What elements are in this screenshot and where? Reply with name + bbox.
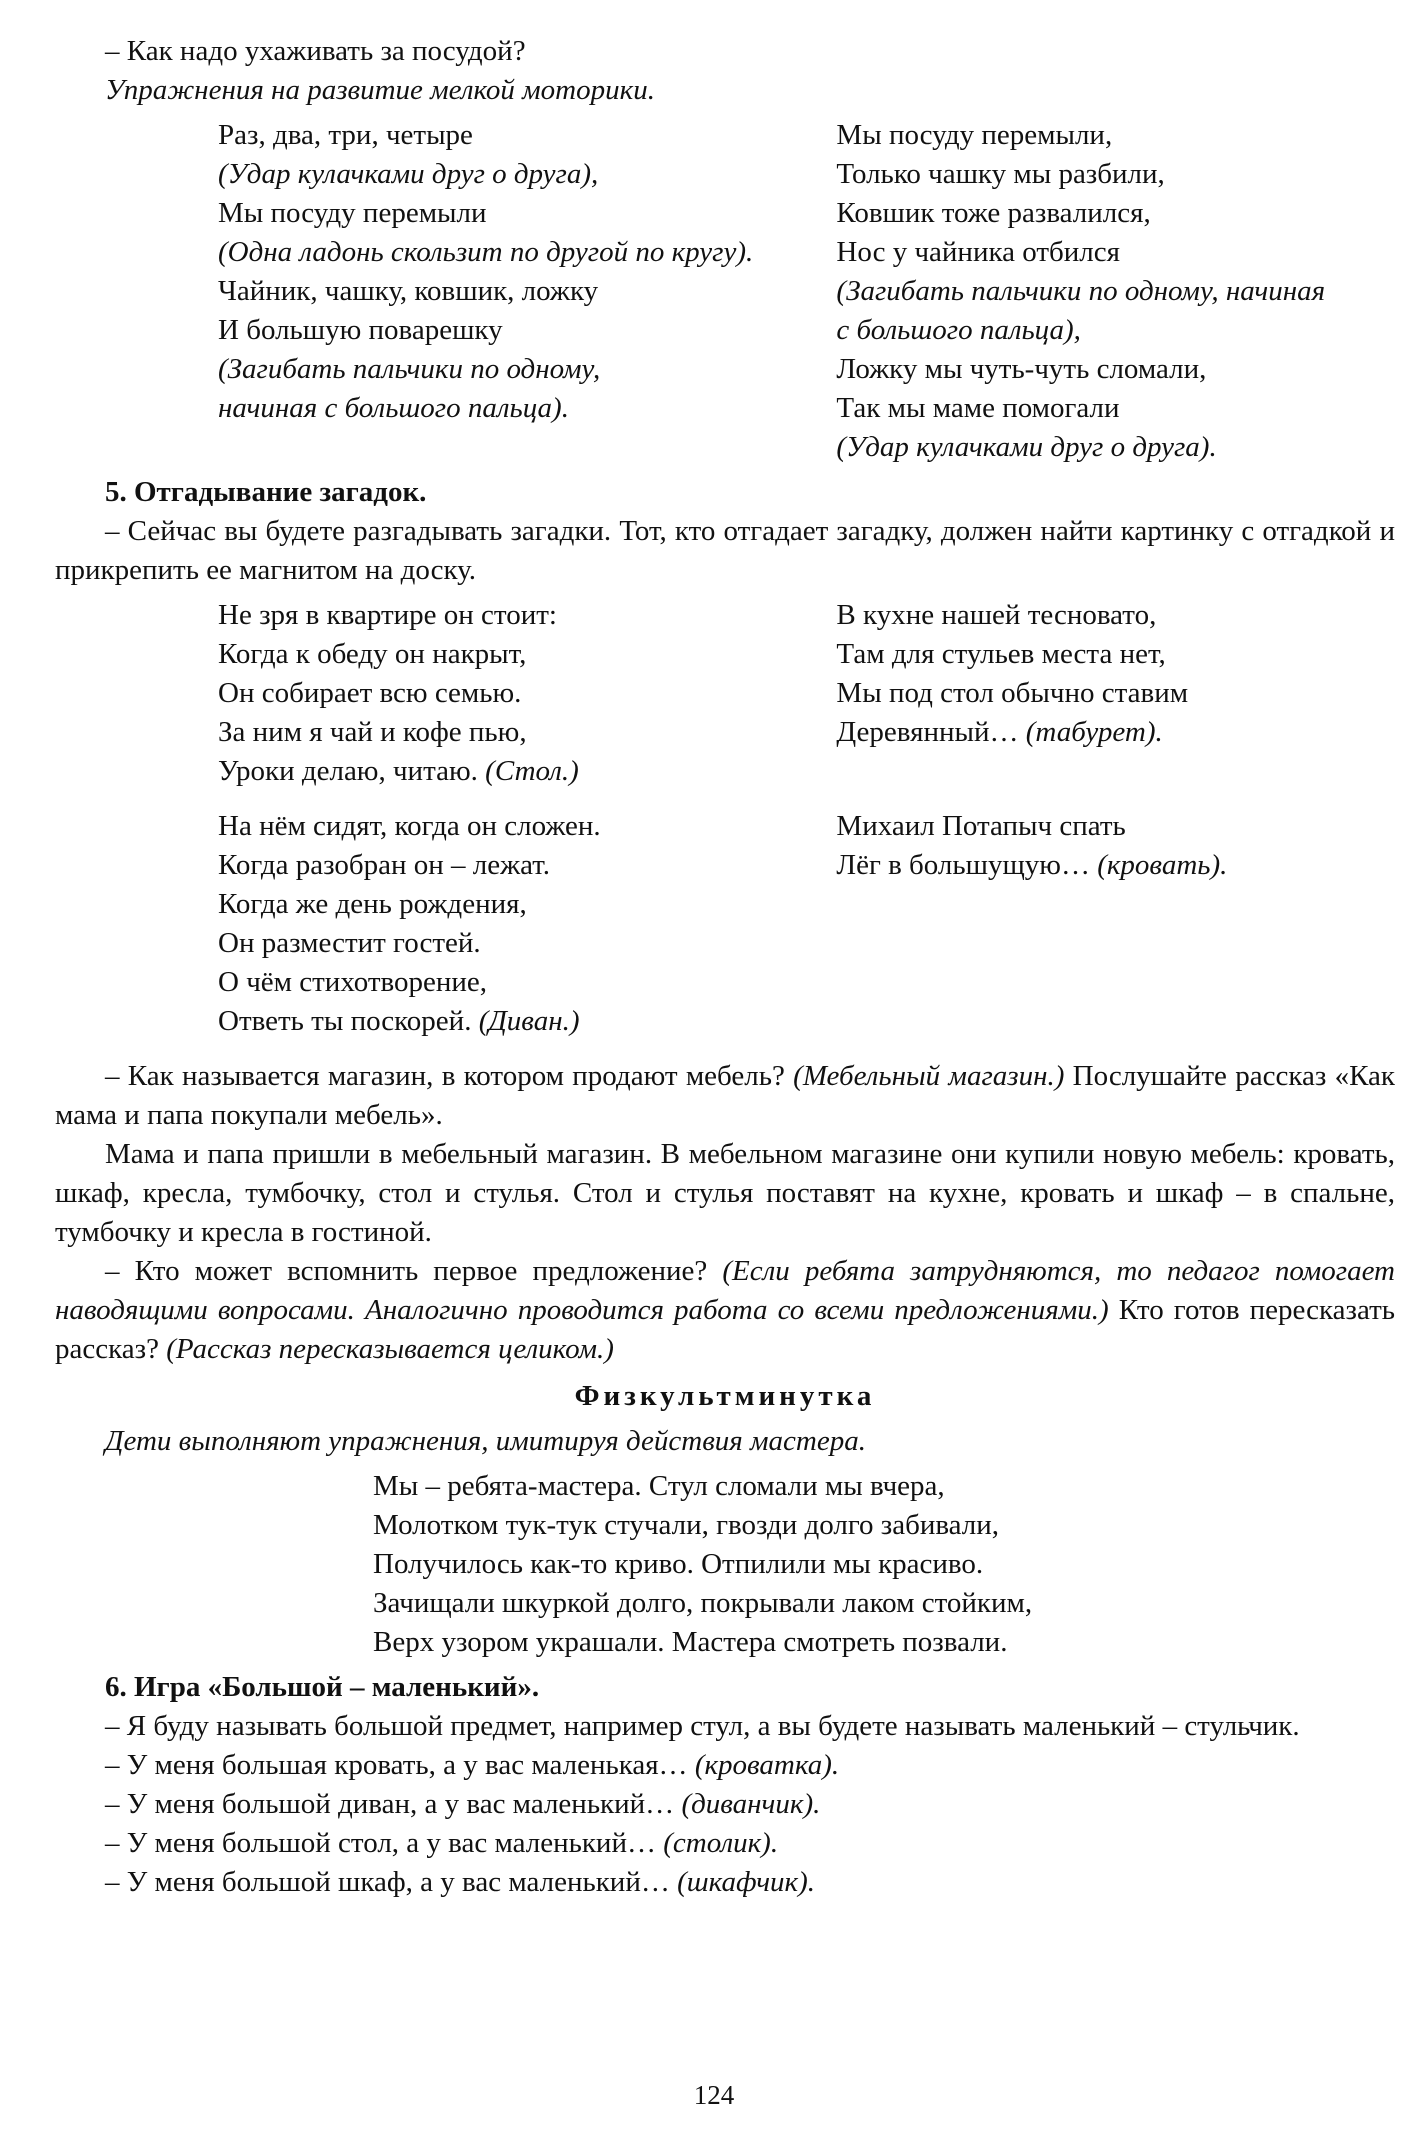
game-question: – У меня большой шкаф, а у вас маленький… [105,1866,670,1898]
poem-line: Получилось как-то криво. Отпилили мы красиво. [373,1548,984,1580]
riddle-line: Мы под стол обычно ставим [836,677,1189,709]
riddle-answer: (Диван.) [478,1005,580,1037]
riddle-text: Ответь ты поскорей. [218,1005,472,1037]
poem-line: (Загибать пальчики по одному, начиная [836,275,1326,307]
poem-line: Мы – ребята-мастера. Стул сломали мы вчера, [373,1470,945,1502]
store-paragraph [55,1057,1395,1135]
riddle-krovat [836,807,1395,1041]
physical-break-heading: Физкультминутка [574,1380,876,1412]
poem-line: с большого пальца), [836,314,1081,346]
game-line [55,1824,1395,1863]
retell-question: Кто готов пересказать рассказ? [55,1294,1395,1365]
riddle-line: Когда же день рождения, [218,888,527,920]
page-content [55,32,1395,1902]
story-paragraph: Мама и папа пришли в мебельный магазин. В мебельном магазине они купили новую мебель: кровать, шкаф, кресла, тумбочку, стол и стулья. Стол и стулья поставят на кухне, кровать и шкаф – в спальне, тумбочку и кресла в гостиной. [55,1138,1395,1248]
recall-question: – Кто может вспомнить первое предложение? [105,1255,708,1287]
game-question: – У меня большой стол, а у вас маленький… [105,1827,656,1859]
riddle-text: Уроки делаю, читаю. [218,755,478,787]
poem-line: (Одна ладонь скользит по другой по кругу). [218,236,754,268]
poem-line: Только чашку мы разбили, [836,158,1165,190]
riddle-line: Там для стульев места нет, [836,638,1166,670]
riddle-answer: (табурет). [1025,716,1163,748]
store-answer: (Мебельный магазин.) [793,1060,1065,1092]
riddle-line [836,713,1395,752]
game-answer: (диванчик). [681,1788,821,1820]
poem-line: Чайник, чашку, ковшик, ложку [218,275,599,307]
question-dishes: – Как надо ухаживать за посудой? [105,35,526,67]
poem-line: (Удар кулачками друг о друга). [836,431,1217,463]
poem1 [55,116,1395,467]
section-6-heading: 6. Игра «Большой – маленький». [105,1671,540,1703]
section-5-intro: – Сейчас вы будете разгадывать загадки. Тот, кто отгадает загадку, должен найти картинку с отгадкой и прикрепить ее магнитом на доску. [55,515,1395,586]
riddle-divan [218,807,836,1041]
riddle-line: Когда к обеду он накрыт, [218,638,527,670]
poem-line: (Удар кулачками друг о друга), [218,158,599,190]
riddle-answer: (Стол.) [485,755,579,787]
riddle-stol [218,596,836,791]
poem-line: Зачищали шкуркой долго, покрывали лаком стойким, [373,1587,1033,1619]
poem-line: И большую поварешку [218,314,503,346]
poem1-left [218,116,836,467]
store-rest: Послушайте рассказ «Как мама и папа покупали мебель». [55,1060,1396,1131]
riddle-line: В кухне нашей тесновато, [836,599,1157,631]
poem-line: Ложку мы чуть-чуть сломали, [836,353,1207,385]
riddle-text: Лёг в большущую… [836,849,1090,881]
motor-skills-title: Упражнения на развитие мелкой моторики. [105,74,655,106]
poem-line: Верх узором украшали. Мастера смотреть позвали. [373,1626,1008,1658]
riddles-row-1 [55,596,1395,791]
physical-break-note: Дети выполняют упражнения, имитируя действия мастера. [105,1425,866,1457]
poem-line: Мы посуду перемыли, [836,119,1113,151]
poem-line: Раз, два, три, четыре [218,119,473,151]
game-answer: (кроватка). [694,1749,840,1781]
game-line [55,1863,1395,1902]
riddle-line: Он собирает всю семью. [218,677,522,709]
game-question: – У меня большой диван, а у вас маленький… [105,1788,675,1820]
section-6-intro: – Я буду называть большой предмет, например стул, а вы будете называть маленький – стульчик. [105,1710,1300,1742]
riddle-text: Деревянный… [836,716,1019,748]
recall-note: (Если ребята затрудняются, то педагог помогает наводящими вопросами. Аналогично проводится работа со всеми предложениями.) [55,1255,1395,1326]
riddle-line [218,752,836,791]
riddle-line: Михаил Потапыч спать [836,810,1126,842]
physical-break-poem [373,1467,1395,1662]
riddle-line: Когда разобран он – лежат. [218,849,551,881]
poem-line: начиная с большого пальца). [218,392,569,424]
game-answer: (шкафчик). [677,1866,816,1898]
poem-line: Молотком тук-тук стучали, гвозди долго забивали, [373,1509,1000,1541]
section-5-heading: 5. Отгадывание загадок. [105,476,427,508]
poem-line: Мы посуду перемыли [218,197,487,229]
game-line [55,1746,1395,1785]
riddles-row-2 [55,807,1395,1041]
page-number: 124 [693,2080,735,2110]
poem1-right [836,116,1395,467]
recall-paragraph [55,1252,1395,1369]
poem-line: Ковшик тоже развалился, [836,197,1151,229]
game-question: – У меня большая кровать, а у вас маленькая… [105,1749,688,1781]
riddle-line: Он разместит гостей. [218,927,481,959]
riddle-line: За ним я чай и кофе пью, [218,716,527,748]
game-line [55,1785,1395,1824]
poem-line: Так мы маме помогали [836,392,1120,424]
riddle-line: Не зря в квартире он стоит: [218,599,557,631]
retell-note: (Рассказ пересказывается целиком.) [166,1333,614,1365]
riddle-line: О чём стихотворение, [218,966,488,998]
riddle-line [218,1002,836,1041]
poem-line: (Загибать пальчики по одному, [218,353,601,385]
riddle-taburet [836,596,1395,791]
store-question: – Как называется магазин, в котором продают мебель? [105,1060,785,1092]
poem-line: Нос у чайника отбился [836,236,1120,268]
game-answer: (столик). [663,1827,779,1859]
riddle-line [836,846,1395,885]
riddle-line: На нём сидят, когда он сложен. [218,810,601,842]
riddle-answer: (кровать). [1097,849,1228,881]
